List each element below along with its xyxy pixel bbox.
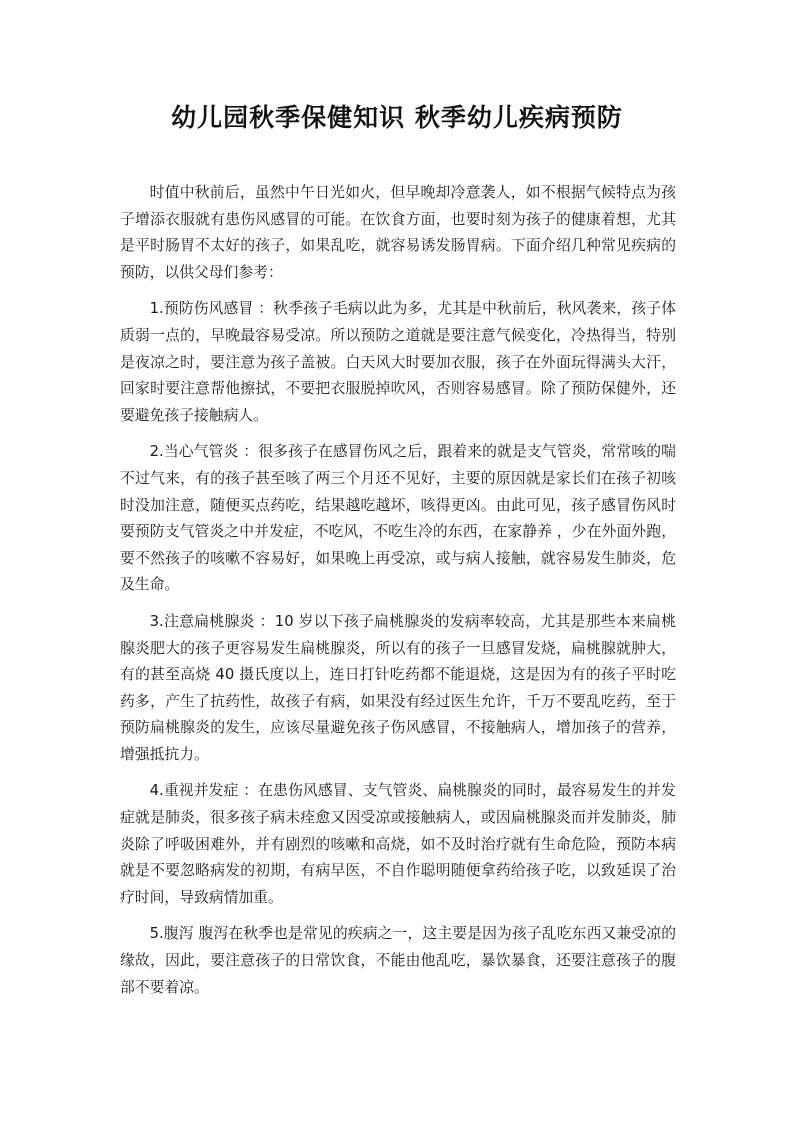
page-title: 幼儿园秋季保健知识 秋季幼儿疾病预防 bbox=[171, 103, 623, 132]
section-paragraph-2 bbox=[120, 439, 676, 599]
section-text-1: 秋季孩子毛病以此为多，尤其是中秋前后，秋风袭来，孩子体质弱一点的，早晚最容易受凉。所以预防之道就是要注意气候变化，冷热得当，特别是夜凉之时，要注意为孩子盖被。白天风大时要加衣服，孩子在外面玩得满头大汗，回家时要注意帮他擦拭，不要把衣服脱掉吹风，否则容易感冒。除了预防保健外，还要避免孩子接触病人。 bbox=[120, 300, 676, 424]
article-body bbox=[120, 180, 676, 1011]
section-heading-5: 5.腹泻 bbox=[149, 925, 194, 943]
section-heading-1: 1.预防伤风感冒 ： bbox=[149, 300, 274, 318]
section-text-5: 腹泻在秋季也是常见的疾病之一，这主要是因为孩子乱吃东西又兼受凉的缘故，因此，要注意孩子的日常饮食，不能由他乱吃，暴饮暴食，还要注意孩子的腹部不要着凉。 bbox=[120, 925, 676, 996]
section-paragraph-3 bbox=[120, 609, 676, 769]
section-text-3: 10 岁以下孩子扁桃腺炎的发病率较高，尤其是那些本来扁桃腺炎肥大的孩子更容易发生扁桃腺炎，所以有的孩子一旦感冒发烧，扁桃腺就肿大，有的甚至高烧 40 摄氏度以上，连日打针吃药都不能退烧，这是因为有的孩子平时吃药多，产生了抗药性，故孩子有病，如果没有经过医生允许，千万不要乱吃药，至于预防扁桃腺炎的发生，应该尽量避免孩子伤风感冒，不接触病人，增加孩子的营养，增强抵抗力。 bbox=[120, 612, 676, 763]
section-text-2: 很多孩子在感冒伤风之后，跟着来的就是支气管炎，常常咳的喘不过气来，有的孩子甚至咳了两三个月还不见好，主要的原因就是家长们在孩子初咳时没加注意，随便买点药吃，结果越吃越坏，咳得更凶。由此可见，孩子感冒伤风时要预防支气管炎之中并发症，不吃风，不吃生冷的东西，在家静养 ，少在外面外跑，要不然孩子的咳嗽不容易好，如果晚上再受凉，或与病人接触，就容易发生肺炎，危及生命。 bbox=[120, 443, 676, 594]
section-heading-3: 3.注意扁桃腺炎 ： bbox=[149, 612, 275, 630]
section-paragraph-4 bbox=[120, 778, 676, 911]
section-paragraph-1 bbox=[120, 296, 676, 429]
intro-paragraph: 时值中秋前后，虽然中午日光如火，但早晚却冷意袭人，如不根据气候特点为孩子增添衣服就有患伤风感冒的可能。在饮食方面，也要时刻为孩子的健康着想，尤其是平时肠胃不太好的孩子，如果乱吃，就容易诱发肠胃病。下面介绍几种常见疾病的预防，以供父母们参考： bbox=[120, 184, 676, 281]
section-paragraph-5 bbox=[120, 921, 676, 1001]
section-heading-2: 2.当心气管炎 ： bbox=[149, 443, 259, 461]
section-heading-4: 4.重视并发症 ： bbox=[149, 782, 259, 800]
section-text-4: 在患伤风感冒、支气管炎、扁桃腺炎的同时，最容易发生的并发症就是肺炎，很多孩子病未痊愈又因受凉或接触病人，或因扁桃腺炎而并发肺炎，肺炎除了呼吸困难外，并有剧烈的咳嗽和高烧，如不及时治疗就有生命危险，预防本病就是不要忽略病发的初期，有病早医，不自作聪明随便拿药给孩子吃，以致延误了治疗时间，导致病情加重。 bbox=[120, 782, 676, 906]
